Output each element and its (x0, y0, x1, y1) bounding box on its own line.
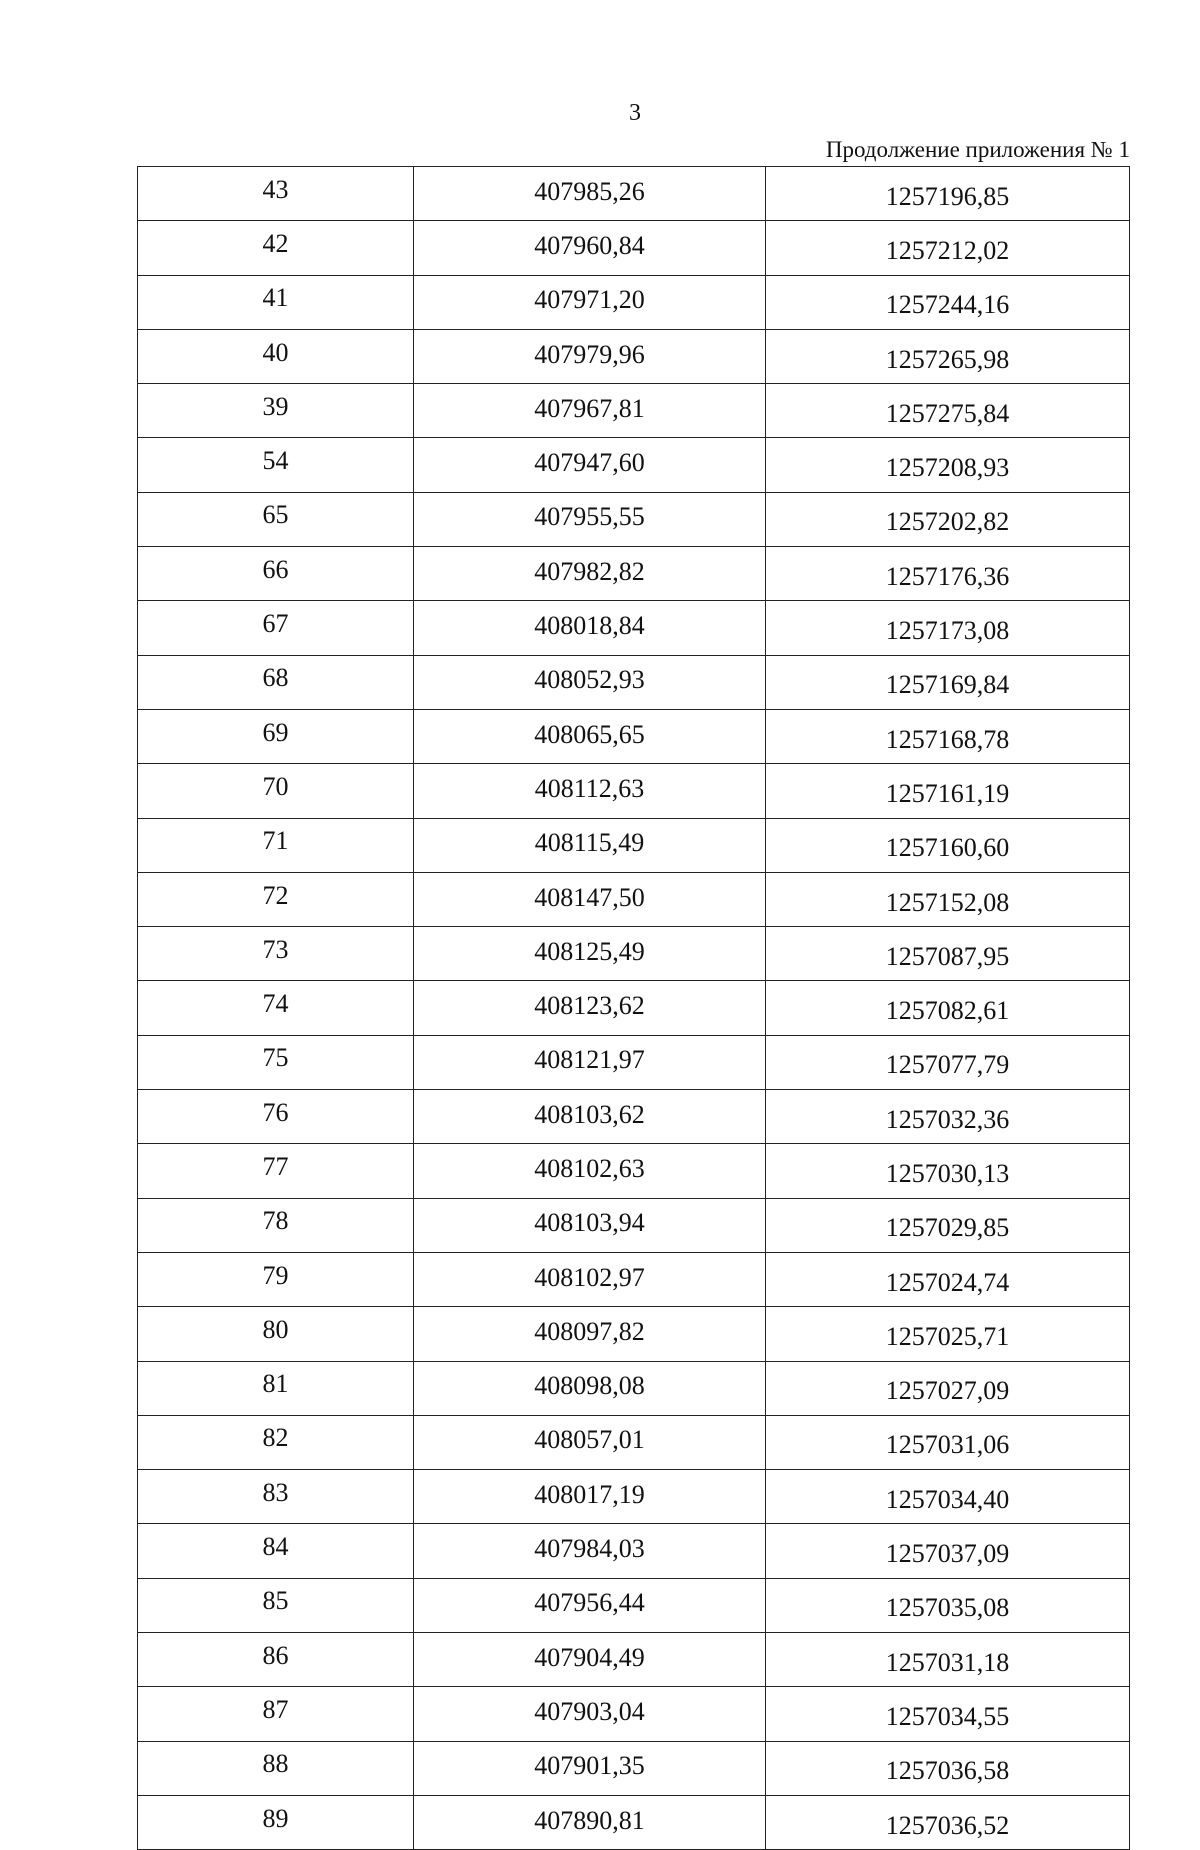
x-coordinate-cell: 407967,81 (414, 384, 766, 438)
x-coordinate-cell: 408017,19 (414, 1470, 766, 1524)
table-row (138, 927, 1130, 981)
table-row (138, 1307, 1130, 1361)
table-row (138, 1144, 1130, 1198)
point-number-cell: 82 (138, 1415, 414, 1469)
y-coordinate-cell: 1257036,58 (766, 1741, 1130, 1795)
x-coordinate-cell: 407982,82 (414, 547, 766, 601)
x-coordinate-cell: 407955,55 (414, 492, 766, 546)
point-number-cell: 67 (138, 601, 414, 655)
table-row (138, 547, 1130, 601)
x-coordinate-cell: 408057,01 (414, 1415, 766, 1469)
point-number-cell: 76 (138, 1090, 414, 1144)
point-number-cell: 72 (138, 872, 414, 926)
y-coordinate-cell: 1257030,13 (766, 1144, 1130, 1198)
table-row (138, 1035, 1130, 1089)
point-number-cell: 65 (138, 492, 414, 546)
table-row (138, 1090, 1130, 1144)
x-coordinate-cell: 407904,49 (414, 1633, 766, 1687)
table-row (138, 981, 1130, 1035)
table-row (138, 1795, 1130, 1849)
table-row (138, 275, 1130, 329)
y-coordinate-cell: 1257152,08 (766, 872, 1130, 926)
point-number-cell: 74 (138, 981, 414, 1035)
table-row (138, 1687, 1130, 1741)
y-coordinate-cell: 1257035,08 (766, 1578, 1130, 1632)
y-coordinate-cell: 1257031,06 (766, 1415, 1130, 1469)
point-number-cell: 73 (138, 927, 414, 981)
y-coordinate-cell: 1257169,84 (766, 655, 1130, 709)
y-coordinate-cell: 1257160,60 (766, 818, 1130, 872)
x-coordinate-cell: 407947,60 (414, 438, 766, 492)
point-number-cell: 43 (138, 167, 414, 221)
y-coordinate-cell: 1257208,93 (766, 438, 1130, 492)
y-coordinate-cell: 1257032,36 (766, 1090, 1130, 1144)
y-coordinate-cell: 1257029,85 (766, 1198, 1130, 1252)
point-number-cell: 81 (138, 1361, 414, 1415)
x-coordinate-cell: 407984,03 (414, 1524, 766, 1578)
table-row (138, 1198, 1130, 1252)
point-number-cell: 41 (138, 275, 414, 329)
x-coordinate-cell: 407890,81 (414, 1795, 766, 1849)
x-coordinate-cell: 407979,96 (414, 329, 766, 383)
point-number-cell: 85 (138, 1578, 414, 1632)
point-number-cell: 70 (138, 764, 414, 818)
point-number-cell: 80 (138, 1307, 414, 1361)
table-row (138, 167, 1130, 221)
x-coordinate-cell: 407985,26 (414, 167, 766, 221)
y-coordinate-cell: 1257202,82 (766, 492, 1130, 546)
x-coordinate-cell: 408018,84 (414, 601, 766, 655)
point-number-cell: 89 (138, 1795, 414, 1849)
table-row (138, 329, 1130, 383)
point-number-cell: 75 (138, 1035, 414, 1089)
table-row (138, 601, 1130, 655)
table-row (138, 1633, 1130, 1687)
table-row (138, 1470, 1130, 1524)
point-number-cell: 71 (138, 818, 414, 872)
point-number-cell: 54 (138, 438, 414, 492)
table-row (138, 438, 1130, 492)
y-coordinate-cell: 1257031,18 (766, 1633, 1130, 1687)
x-coordinate-cell: 408052,93 (414, 655, 766, 709)
x-coordinate-cell: 408125,49 (414, 927, 766, 981)
y-coordinate-cell: 1257025,71 (766, 1307, 1130, 1361)
x-coordinate-cell: 407971,20 (414, 275, 766, 329)
point-number-cell: 79 (138, 1252, 414, 1306)
y-coordinate-cell: 1257027,09 (766, 1361, 1130, 1415)
y-coordinate-cell: 1257024,74 (766, 1252, 1130, 1306)
table-row (138, 872, 1130, 926)
y-coordinate-cell: 1257196,85 (766, 167, 1130, 221)
table-row (138, 384, 1130, 438)
point-number-cell: 66 (138, 547, 414, 601)
y-coordinate-cell: 1257161,19 (766, 764, 1130, 818)
x-coordinate-cell: 407903,04 (414, 1687, 766, 1741)
table-row (138, 492, 1130, 546)
point-number-cell: 87 (138, 1687, 414, 1741)
table-row (138, 1524, 1130, 1578)
point-number-cell: 83 (138, 1470, 414, 1524)
point-number-cell: 40 (138, 329, 414, 383)
point-number-cell: 77 (138, 1144, 414, 1198)
x-coordinate-cell: 408102,97 (414, 1252, 766, 1306)
y-coordinate-cell: 1257244,16 (766, 275, 1130, 329)
x-coordinate-cell: 408115,49 (414, 818, 766, 872)
x-coordinate-cell: 408147,50 (414, 872, 766, 926)
y-coordinate-cell: 1257037,09 (766, 1524, 1130, 1578)
table-row (138, 221, 1130, 275)
table-row (138, 1578, 1130, 1632)
x-coordinate-cell: 408102,63 (414, 1144, 766, 1198)
x-coordinate-cell: 408065,65 (414, 709, 766, 763)
point-number-cell: 84 (138, 1524, 414, 1578)
y-coordinate-cell: 1257034,55 (766, 1687, 1130, 1741)
x-coordinate-cell: 408121,97 (414, 1035, 766, 1089)
point-number-cell: 39 (138, 384, 414, 438)
x-coordinate-cell: 407960,84 (414, 221, 766, 275)
table-row (138, 1415, 1130, 1469)
x-coordinate-cell: 408103,62 (414, 1090, 766, 1144)
y-coordinate-cell: 1257275,84 (766, 384, 1130, 438)
table-row (138, 709, 1130, 763)
y-coordinate-cell: 1257087,95 (766, 927, 1130, 981)
table-row (138, 1361, 1130, 1415)
x-coordinate-cell: 408097,82 (414, 1307, 766, 1361)
table-row (138, 818, 1130, 872)
y-coordinate-cell: 1257176,36 (766, 547, 1130, 601)
table-row (138, 764, 1130, 818)
y-coordinate-cell: 1257212,02 (766, 221, 1130, 275)
y-coordinate-cell: 1257173,08 (766, 601, 1130, 655)
table-row (138, 1741, 1130, 1795)
x-coordinate-cell: 407901,35 (414, 1741, 766, 1795)
x-coordinate-cell: 407956,44 (414, 1578, 766, 1632)
y-coordinate-cell: 1257082,61 (766, 981, 1130, 1035)
point-number-cell: 42 (138, 221, 414, 275)
appendix-continuation-note: Продолжение приложения № 1 (825, 137, 1130, 162)
y-coordinate-cell: 1257265,98 (766, 329, 1130, 383)
coordinates-table-body (138, 167, 1130, 1850)
point-number-cell: 69 (138, 709, 414, 763)
x-coordinate-cell: 408112,63 (414, 764, 766, 818)
point-number-cell: 86 (138, 1633, 414, 1687)
point-number-cell: 88 (138, 1741, 414, 1795)
table-row (138, 1252, 1130, 1306)
coordinates-table (137, 166, 1130, 1850)
y-coordinate-cell: 1257077,79 (766, 1035, 1130, 1089)
y-coordinate-cell: 1257036,52 (766, 1795, 1130, 1849)
x-coordinate-cell: 408103,94 (414, 1198, 766, 1252)
x-coordinate-cell: 408123,62 (414, 981, 766, 1035)
table-row (138, 655, 1130, 709)
page-number: 3 (629, 100, 641, 126)
x-coordinate-cell: 408098,08 (414, 1361, 766, 1415)
y-coordinate-cell: 1257168,78 (766, 709, 1130, 763)
point-number-cell: 78 (138, 1198, 414, 1252)
point-number-cell: 68 (138, 655, 414, 709)
y-coordinate-cell: 1257034,40 (766, 1470, 1130, 1524)
